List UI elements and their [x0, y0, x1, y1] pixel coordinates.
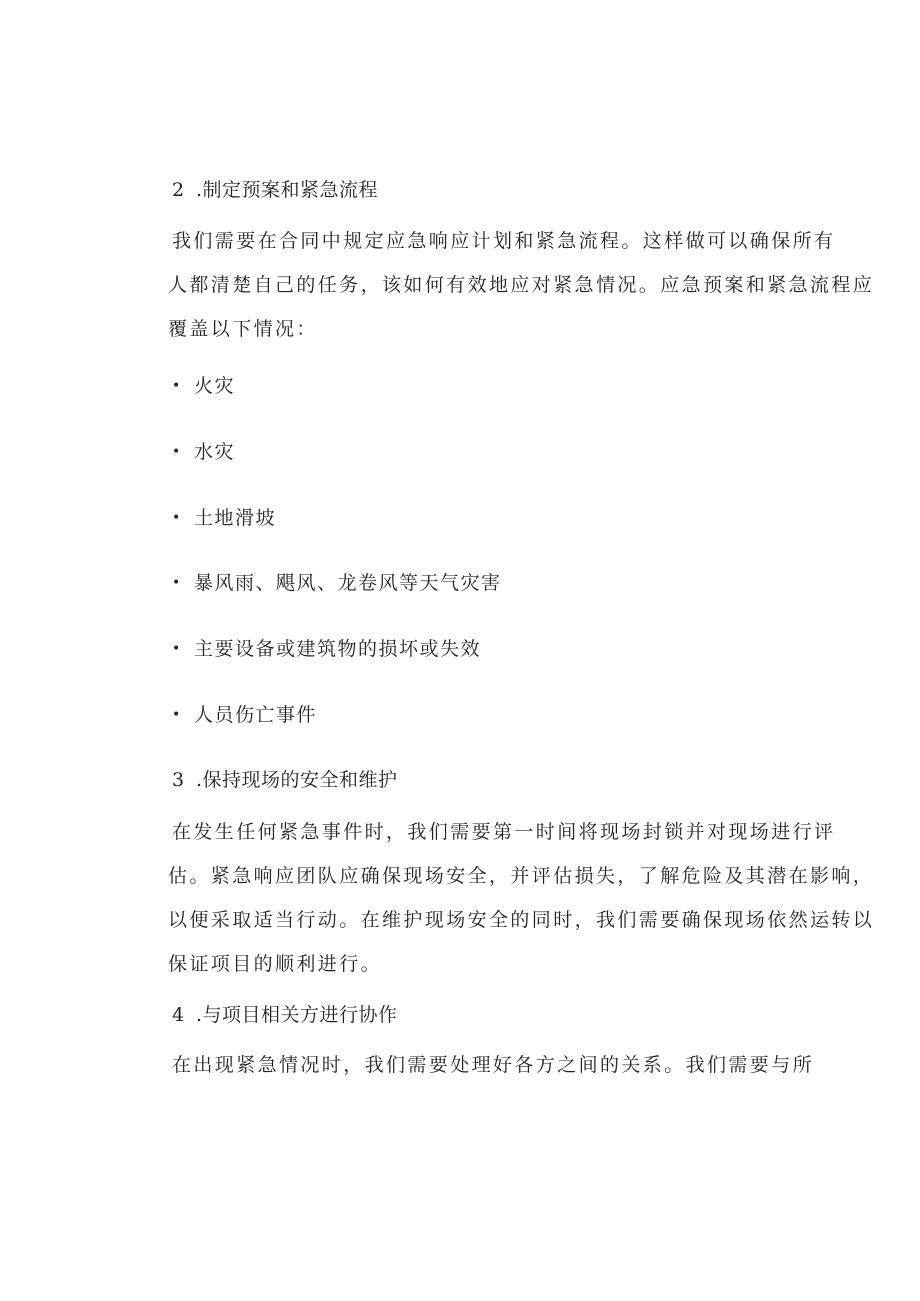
section-4-paragraph	[172, 1043, 815, 1087]
bullet-dot-icon: •	[172, 510, 182, 526]
section-2-paragraph	[168, 219, 875, 351]
section-3-heading	[172, 768, 398, 792]
section-4-title: .与项目相关方进行协作	[196, 1004, 398, 1026]
section-2-heading	[172, 178, 378, 202]
bullet-item-equipment	[172, 637, 481, 661]
section-4-number: 4	[172, 1004, 185, 1026]
bullet-dot-icon: •	[172, 707, 182, 723]
paragraph-line: 以便采取适当行动。在维护现场安全的同时，我们需要确保现场依然运转以	[168, 909, 875, 931]
bullet-item-landslide	[172, 506, 276, 530]
section-2-title: .制定预案和紧急流程	[196, 179, 379, 201]
paragraph-line: 在发生任何紧急事件时，我们需要第一时间将现场封锁并对现场进行评	[172, 821, 836, 843]
bullet-label: 水灾	[194, 441, 236, 463]
bullet-label: 暴风雨、飓风、龙卷风等天气灾害	[194, 572, 502, 594]
bullet-label: 主要设备或建筑物的损坏或失效	[194, 638, 482, 660]
bullet-item-casualty	[172, 703, 317, 727]
paragraph-line: 保证项目的顺利进行。	[168, 953, 383, 975]
paragraph-line: 我们需要在合同中规定应急响应计划和紧急流程。这样做可以确保所有	[172, 230, 836, 252]
bullet-dot-icon: •	[172, 575, 182, 591]
bullet-dot-icon: •	[172, 641, 182, 657]
section-2-number: 2	[172, 179, 185, 201]
bullet-label: 火灾	[194, 375, 236, 397]
paragraph-line: 估。紧急响应团队应确保现场安全，并评估损失，了解危险及其潜在影响，	[168, 865, 875, 887]
paragraph-line: 人都清楚自己的任务，该如何有效地应对紧急情况。应急预案和紧急流程应	[168, 274, 875, 296]
bullet-label: 土地滑坡	[194, 507, 277, 529]
bullet-dot-icon: •	[172, 444, 182, 460]
section-3-title: .保持现场的安全和维护	[196, 769, 398, 791]
bullet-dot-icon: •	[172, 378, 182, 394]
bullet-item-weather	[172, 571, 502, 595]
paragraph-line: 在出现紧急情况时，我们需要处理好各方之间的关系。我们需要与所	[172, 1054, 815, 1076]
section-3-paragraph	[168, 810, 875, 986]
paragraph-line: 覆盖以下情况：	[168, 318, 318, 340]
bullet-label: 人员伤亡事件	[194, 704, 318, 726]
bullet-item-fire	[172, 374, 235, 398]
section-4-heading	[172, 1003, 398, 1027]
section-3-number: 3	[172, 769, 185, 791]
bullet-item-flood	[172, 440, 235, 464]
